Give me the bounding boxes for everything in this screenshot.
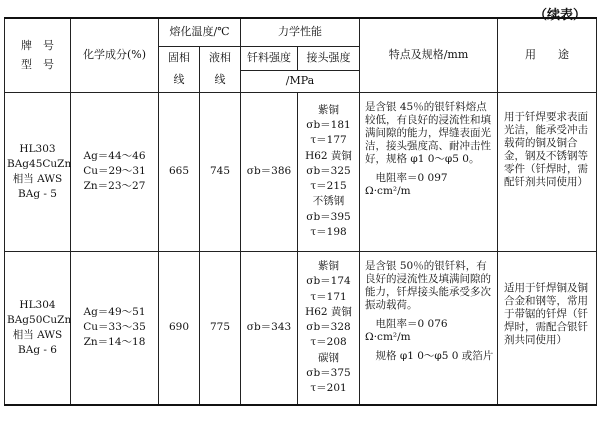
joint-strength-cell: 紫铜 σb＝181 τ＝177 H62 黄铜 σb＝325 τ＝215 不锈钢 σb＝395 τ＝198 [298,92,360,251]
uses-header: 用 途 [498,18,597,92]
grade-header: 牌 号 型 号 [5,18,71,92]
filler-strength-cell: σb＝343 [241,251,298,405]
features-header: 特点及规格/mm [360,18,498,92]
composition-cell: Ag＝49～51 Cu＝33～35 Zn＝14～18 [71,251,159,405]
uses-cell: 用于钎焊要求表面光洁，能承受冲击载荷的铜及铜合金，钢及不锈钢等零件（钎焊时，需配钎剂共同使用） [498,92,597,251]
table-row [5,251,597,405]
solidus-header: 固相 线 [159,46,200,92]
solidus-cell: 690 [159,251,200,405]
continued-label: （续表） [533,8,586,23]
grade-cell: HL304 BAg50CuZn 相当 AWS BAg - 6 [5,251,71,405]
joint-strength-header: 接头强度 [298,46,360,70]
composition-cell: Ag＝44～46 Cu＝29～31 Zn＝23～27 [71,92,159,251]
liquidus-header: 液相 线 [200,46,241,92]
grade-cell: HL303 BAg45CuZn 相当 AWS BAg - 5 [5,92,71,251]
table-row [5,92,597,251]
solidus-cell: 665 [159,92,200,251]
mechanical-header: 力学性能 [241,18,360,46]
melting-temp-header: 熔化温度/℃ [159,18,241,46]
features-cell: 是含银 50％的银钎料，有良好的浸流性及填满间隙的能力，钎焊接头能承受多次振动载荷。 电阻率＝0 076 Ω·cm²/m 规格 φ1 0～φ5 0 或箔片 [360,251,498,405]
solder-table [4,17,597,406]
filler-strength-header: 钎料强度 [241,46,298,70]
features-cell: 是含银 45％的银钎料熔点较低，有良好的浸流性和填满间隙的能力，焊缝表面光洁，接头强度高、耐冲击性好，规格 φ1 0～φ5 0。 电阻率＝0 097 Ω·cm²/m [360,92,498,251]
composition-header: 化学成分(%) [71,18,159,92]
liquidus-cell: 775 [200,251,241,405]
filler-strength-cell: σb＝386 [241,92,298,251]
liquidus-cell: 745 [200,92,241,251]
uses-cell: 适用于钎焊铜及铜合金和钢等，常用于带锯的钎焊（钎焊时，需配合银钎剂共同使用） [498,251,597,405]
joint-strength-cell: 紫铜 σb＝174 τ＝171 H62 黄铜 σb＝328 τ＝208 碳钢 σb＝375 τ＝201 [298,251,360,405]
unit-header: /MPa [241,70,360,92]
